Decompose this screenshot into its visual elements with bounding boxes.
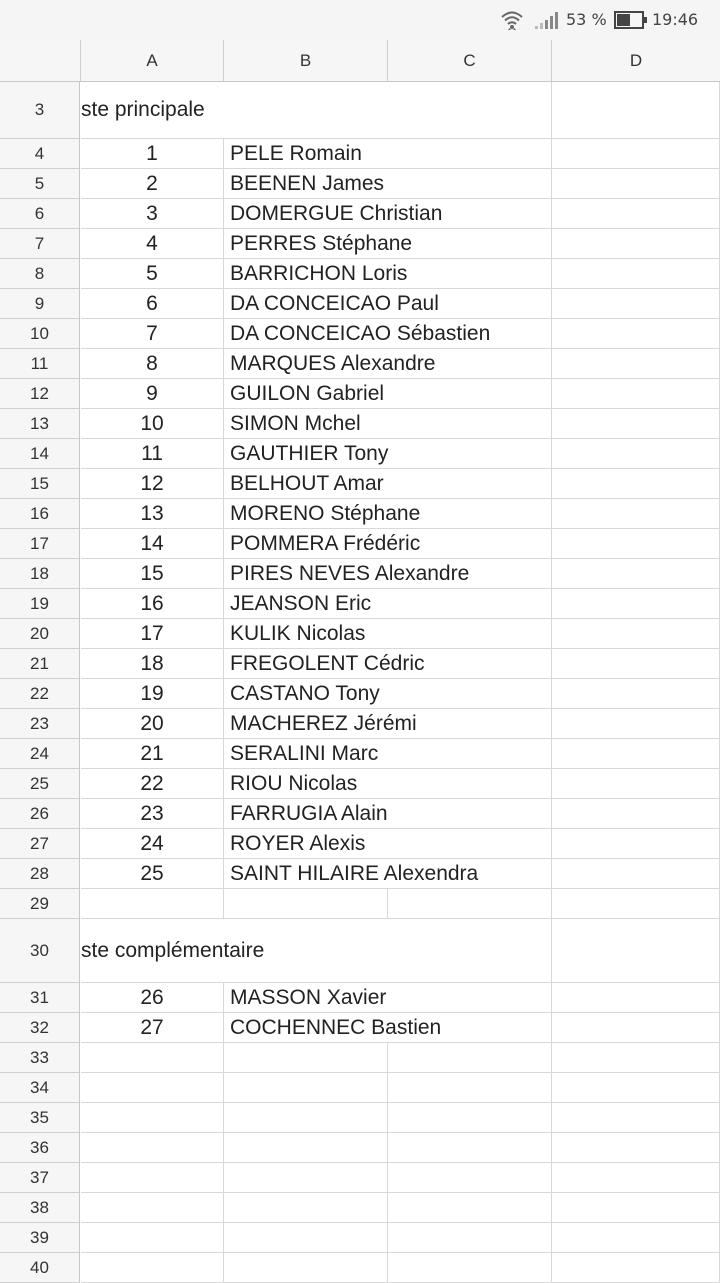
table-row (0, 589, 720, 619)
table-row (0, 409, 720, 439)
row-header[interactable]: 22 (0, 679, 80, 709)
table-row (0, 349, 720, 379)
row-header[interactable]: 38 (0, 1193, 80, 1223)
cell-a-number[interactable]: 1 (81, 139, 224, 169)
table-row (0, 529, 720, 559)
row-header[interactable]: 11 (0, 349, 80, 379)
row-header[interactable]: 27 (0, 829, 80, 859)
cell-d[interactable] (552, 289, 720, 319)
cell-d[interactable] (552, 1013, 720, 1043)
cell-d[interactable] (552, 349, 720, 379)
cell-a-number[interactable] (81, 1223, 224, 1253)
column-header-c[interactable]: C (388, 40, 552, 81)
cell-a-number[interactable]: 6 (81, 289, 224, 319)
table-row (0, 1223, 720, 1253)
table-row (0, 709, 720, 739)
table-row (0, 499, 720, 529)
cell-d[interactable] (552, 919, 720, 983)
table-row (0, 799, 720, 829)
row-header[interactable]: 24 (0, 739, 80, 769)
row-header[interactable]: 16 (0, 499, 80, 529)
cell-a-number[interactable]: 26 (81, 983, 224, 1013)
cell-a-number[interactable] (81, 1103, 224, 1133)
cell-d[interactable] (552, 439, 720, 469)
row-header[interactable]: 19 (0, 589, 80, 619)
cell-d[interactable] (552, 709, 720, 739)
cell-b-name[interactable] (224, 1163, 388, 1193)
table-row (0, 1193, 720, 1223)
table-row (0, 859, 720, 889)
row-header[interactable]: 36 (0, 1133, 80, 1163)
table-row (0, 769, 720, 799)
cell-b-name[interactable]: POMMERA Frédéric (224, 529, 552, 559)
cell-b-name[interactable]: MACHEREZ Jérémi (224, 709, 552, 739)
cell-d[interactable] (552, 983, 720, 1013)
cell-b-name[interactable] (224, 1103, 388, 1133)
row-header[interactable]: 6 (0, 199, 80, 229)
cell-b-name[interactable]: PELE Romain (224, 139, 552, 169)
cell-a-number[interactable]: 22 (81, 769, 224, 799)
column-header-bar (0, 40, 720, 82)
row-header[interactable]: 32 (0, 1013, 80, 1043)
cell-a-number[interactable]: 7 (81, 319, 224, 349)
cell-c[interactable] (388, 1133, 552, 1163)
cell-d[interactable] (552, 859, 720, 889)
cell-b-name[interactable]: BELHOUT Amar (224, 469, 552, 499)
cell-b-name[interactable]: ROYER Alexis (224, 829, 552, 859)
row-header[interactable]: 7 (0, 229, 80, 259)
cell-c[interactable] (388, 1103, 552, 1133)
cell-d[interactable] (552, 469, 720, 499)
cell-b-name[interactable] (224, 889, 388, 919)
table-row (0, 889, 720, 919)
cell-a-number[interactable] (81, 1193, 224, 1223)
table-row (0, 169, 720, 199)
cell-d[interactable] (552, 229, 720, 259)
table-row (0, 439, 720, 469)
cell-d[interactable] (552, 199, 720, 229)
row-header[interactable]: 17 (0, 529, 80, 559)
cell-a-number[interactable]: 21 (81, 739, 224, 769)
cell-d[interactable] (552, 379, 720, 409)
cell-d[interactable] (552, 169, 720, 199)
cell-a-number[interactable]: 3 (81, 199, 224, 229)
cell-a-number[interactable]: 20 (81, 709, 224, 739)
cell-a-number[interactable]: 27 (81, 1013, 224, 1043)
cell-d[interactable] (552, 799, 720, 829)
cell-b-name[interactable]: MARQUES Alexandre (224, 349, 552, 379)
cell-d[interactable] (552, 589, 720, 619)
column-header-d[interactable]: D (629, 51, 643, 70)
row-header[interactable]: 8 (0, 259, 80, 289)
row-header[interactable]: 3 (0, 82, 80, 139)
cell-c[interactable] (388, 1223, 552, 1253)
cell-a-number[interactable]: 15 (81, 559, 224, 589)
select-all-corner[interactable] (0, 40, 81, 81)
table-row (0, 379, 720, 409)
cell-d[interactable] (552, 1223, 720, 1253)
section-title-cell[interactable]: ste principale (81, 82, 552, 139)
row-header[interactable]: 4 (0, 139, 80, 169)
cell-d[interactable] (552, 82, 720, 139)
cell-b-name[interactable] (224, 1073, 388, 1103)
row-header[interactable]: 30 (0, 919, 80, 983)
cell-d[interactable] (552, 739, 720, 769)
row-header[interactable]: 35 (0, 1103, 80, 1133)
cell-c[interactable] (388, 1253, 552, 1283)
clock: 19:46 (652, 10, 699, 29)
table-row (0, 1073, 720, 1103)
cell-a-number[interactable]: 2 (81, 169, 224, 199)
cell-b-name[interactable]: MASSON Xavier (224, 983, 552, 1013)
row-header[interactable]: 23 (0, 709, 80, 739)
table-row (0, 829, 720, 859)
cell-a-number[interactable]: 19 (81, 679, 224, 709)
cell-d[interactable] (552, 529, 720, 559)
table-row (0, 1133, 720, 1163)
cell-a-number[interactable]: 5 (81, 259, 224, 289)
cell-b-name[interactable]: GAUTHIER Tony (224, 439, 552, 469)
row-header[interactable]: 12 (0, 379, 80, 409)
cell-b-name[interactable]: GUILON Gabriel (224, 379, 552, 409)
cell-b-name[interactable]: COCHENNEC Bastien (224, 1013, 552, 1043)
cell-c[interactable] (388, 1163, 552, 1193)
row-header[interactable]: 33 (0, 1043, 80, 1073)
cell-a-number[interactable]: 10 (81, 409, 224, 439)
row-header[interactable]: 34 (0, 1073, 80, 1103)
cell-a-number[interactable]: 24 (81, 829, 224, 859)
column-header-a[interactable]: A (81, 40, 224, 81)
row-header[interactable]: 20 (0, 619, 80, 649)
battery-icon (614, 11, 648, 29)
cell-a-number[interactable]: 4 (81, 229, 224, 259)
row-header[interactable]: 15 (0, 469, 80, 499)
table-row (0, 983, 720, 1013)
cell-d[interactable] (552, 139, 720, 169)
row-header[interactable]: 9 (0, 289, 80, 319)
cell-a-number[interactable] (81, 1043, 224, 1073)
row-header[interactable]: 13 (0, 409, 80, 439)
cell-b-name[interactable]: RIOU Nicolas (224, 769, 552, 799)
cell-d[interactable] (552, 1193, 720, 1223)
section-title-row (0, 919, 720, 983)
cell-d[interactable] (552, 1163, 720, 1193)
row-header[interactable]: 14 (0, 439, 80, 469)
row-header[interactable]: 5 (0, 169, 80, 199)
table-row (0, 1253, 720, 1283)
row-header[interactable]: 10 (0, 319, 80, 349)
status-bar (0, 0, 720, 40)
table-row (0, 469, 720, 499)
signal-icon (534, 10, 560, 30)
row-header[interactable]: 18 (0, 559, 80, 589)
cell-b-name[interactable]: PIRES NEVES Alexandre (224, 559, 552, 589)
cell-d[interactable] (552, 259, 720, 289)
cell-d[interactable] (552, 769, 720, 799)
table-row (0, 139, 720, 169)
cell-b-name[interactable]: BEENEN James (224, 169, 552, 199)
row-header[interactable]: 28 (0, 859, 80, 889)
cell-a-number[interactable] (81, 1133, 224, 1163)
table-row (0, 319, 720, 349)
row-header[interactable]: 26 (0, 799, 80, 829)
table-row (0, 289, 720, 319)
cell-a-number[interactable] (81, 889, 224, 919)
table-row (0, 619, 720, 649)
table-row (0, 229, 720, 259)
cell-b-name[interactable]: SIMON Mchel (224, 409, 552, 439)
cell-a-number[interactable]: 8 (81, 349, 224, 379)
cell-b-name[interactable]: DA CONCEICAO Paul (224, 289, 552, 319)
table-row (0, 679, 720, 709)
cell-d[interactable] (552, 1073, 720, 1103)
cell-a-number[interactable]: 9 (81, 379, 224, 409)
column-header-b[interactable]: B (224, 40, 388, 81)
cell-b-name[interactable]: KULIK Nicolas (224, 619, 552, 649)
cell-d[interactable] (552, 889, 720, 919)
section-title-cell[interactable]: ste complémentaire (81, 919, 552, 983)
cell-c[interactable] (388, 1073, 552, 1103)
table-row (0, 1043, 720, 1073)
cell-a-number[interactable] (81, 1253, 224, 1283)
cell-d[interactable] (552, 649, 720, 679)
table-row (0, 259, 720, 289)
cell-d[interactable] (552, 499, 720, 529)
battery-percent: 53 % (566, 10, 607, 29)
cell-b-name[interactable] (224, 1253, 388, 1283)
row-header[interactable]: 29 (0, 889, 80, 919)
cell-d[interactable] (552, 619, 720, 649)
table-row (0, 739, 720, 769)
cell-a-number[interactable]: 13 (81, 499, 224, 529)
cell-a-number[interactable] (81, 1163, 224, 1193)
cell-c[interactable] (388, 1193, 552, 1223)
cell-a-number[interactable]: 11 (81, 439, 224, 469)
cell-b-name[interactable]: SAINT HILAIRE Alexendra (224, 859, 552, 889)
row-header[interactable]: 39 (0, 1223, 80, 1253)
cell-d[interactable] (552, 679, 720, 709)
cell-d[interactable] (552, 1133, 720, 1163)
cell-a-number[interactable] (81, 1073, 224, 1103)
cell-a-number[interactable]: 14 (81, 529, 224, 559)
cell-d[interactable] (552, 409, 720, 439)
cell-a-number[interactable]: 18 (81, 649, 224, 679)
cell-b-name[interactable]: SERALINI Marc (224, 739, 552, 769)
cell-d[interactable] (552, 319, 720, 349)
cell-a-number[interactable]: 25 (81, 859, 224, 889)
table-row (0, 1103, 720, 1133)
cell-b-name[interactable]: FREGOLENT Cédric (224, 649, 552, 679)
cell-b-name[interactable]: FARRUGIA Alain (224, 799, 552, 829)
cell-b-name[interactable]: DOMERGUE Christian (224, 199, 552, 229)
cell-d[interactable] (552, 1253, 720, 1283)
cell-b-name[interactable] (224, 1223, 388, 1253)
cell-b-name[interactable]: CASTANO Tony (224, 679, 552, 709)
cell-c[interactable] (388, 1043, 552, 1073)
table-row (0, 649, 720, 679)
cell-b-name[interactable]: JEANSON Eric (224, 589, 552, 619)
row-header[interactable]: 37 (0, 1163, 80, 1193)
cell-b-name[interactable]: MORENO Stéphane (224, 499, 552, 529)
cell-b-name[interactable] (224, 1043, 388, 1073)
cell-b-name[interactable] (224, 1133, 388, 1163)
cell-d[interactable] (552, 559, 720, 589)
cell-b-name[interactable]: DA CONCEICAO Sébastien (224, 319, 552, 349)
cell-d[interactable] (552, 1103, 720, 1133)
row-header[interactable]: 21 (0, 649, 80, 679)
table-row (0, 559, 720, 589)
cell-a-number[interactable]: 16 (81, 589, 224, 619)
table-row (0, 199, 720, 229)
cell-b-name[interactable] (224, 1193, 388, 1223)
cell-d[interactable] (552, 1043, 720, 1073)
cell-c[interactable] (388, 889, 552, 919)
wifi-icon (500, 8, 524, 32)
cell-a-number[interactable]: 12 (81, 469, 224, 499)
row-header[interactable]: 25 (0, 769, 80, 799)
cell-d[interactable] (552, 829, 720, 859)
table-row (0, 1163, 720, 1193)
row-header[interactable]: 40 (0, 1253, 80, 1283)
table-row (0, 1013, 720, 1043)
cell-b-name[interactable]: PERRES Stéphane (224, 229, 552, 259)
section-title-row (0, 82, 720, 139)
cell-a-number[interactable]: 23 (81, 799, 224, 829)
row-header[interactable]: 31 (0, 983, 80, 1013)
cell-b-name[interactable]: BARRICHON Loris (224, 259, 552, 289)
cell-a-number[interactable]: 17 (81, 619, 224, 649)
